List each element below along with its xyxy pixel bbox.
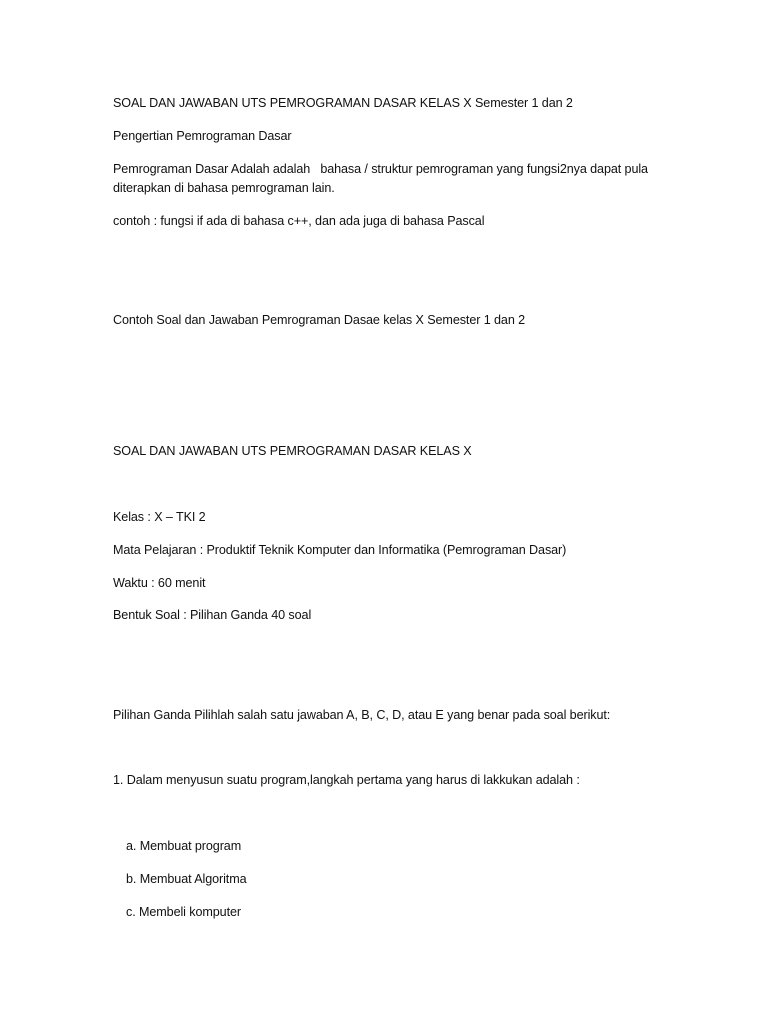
definition-line-2: diterapkan di bahasa pemrograman lain. <box>113 181 335 195</box>
meta-kelas: Kelas : X – TKI 2 <box>113 510 206 524</box>
section-heading: Pengertian Pemrograman Dasar <box>113 129 292 143</box>
option-b: b. Membuat Algoritma <box>126 872 247 886</box>
option-a: a. Membuat program <box>126 839 242 853</box>
example-text: contoh : fungsi if ada di bahasa c++, dan ada juga di bahasa Pascal <box>113 214 485 228</box>
subtitle: Contoh Soal dan Jawaban Pemrograman Dasae kelas X Semester 1 dan 2 <box>113 313 526 327</box>
exam-section-title: SOAL DAN JAWABAN UTS PEMROGRAMAN DASAR KELAS X <box>113 444 472 458</box>
meta-waktu: Waktu : 60 menit <box>113 576 206 590</box>
meta-mata-pelajaran: Mata Pelajaran : Produktif Teknik Komputer dan Informatika (Pemrograman Dasar) <box>113 543 567 557</box>
question-1: 1. Dalam menyusun suatu program,langkah pertama yang harus di lakkukan adalah : <box>113 773 580 787</box>
option-c: c. Membeli komputer <box>126 905 241 919</box>
instruction-text: Pilihan Ganda Pilihlah salah satu jawaban A, B, C, D, atau E yang benar pada soal berikut: <box>113 708 611 722</box>
definition-line-1: Pemrograman Dasar Adalah adalah bahasa / struktur pemrograman yang fungsi2nya dapat pula <box>113 162 648 176</box>
meta-bentuk-soal: Bentuk Soal : Pilihan Ganda 40 soal <box>113 608 312 622</box>
document-title: SOAL DAN JAWABAN UTS PEMROGRAMAN DASAR KELAS X Semester 1 dan 2 <box>113 96 573 110</box>
